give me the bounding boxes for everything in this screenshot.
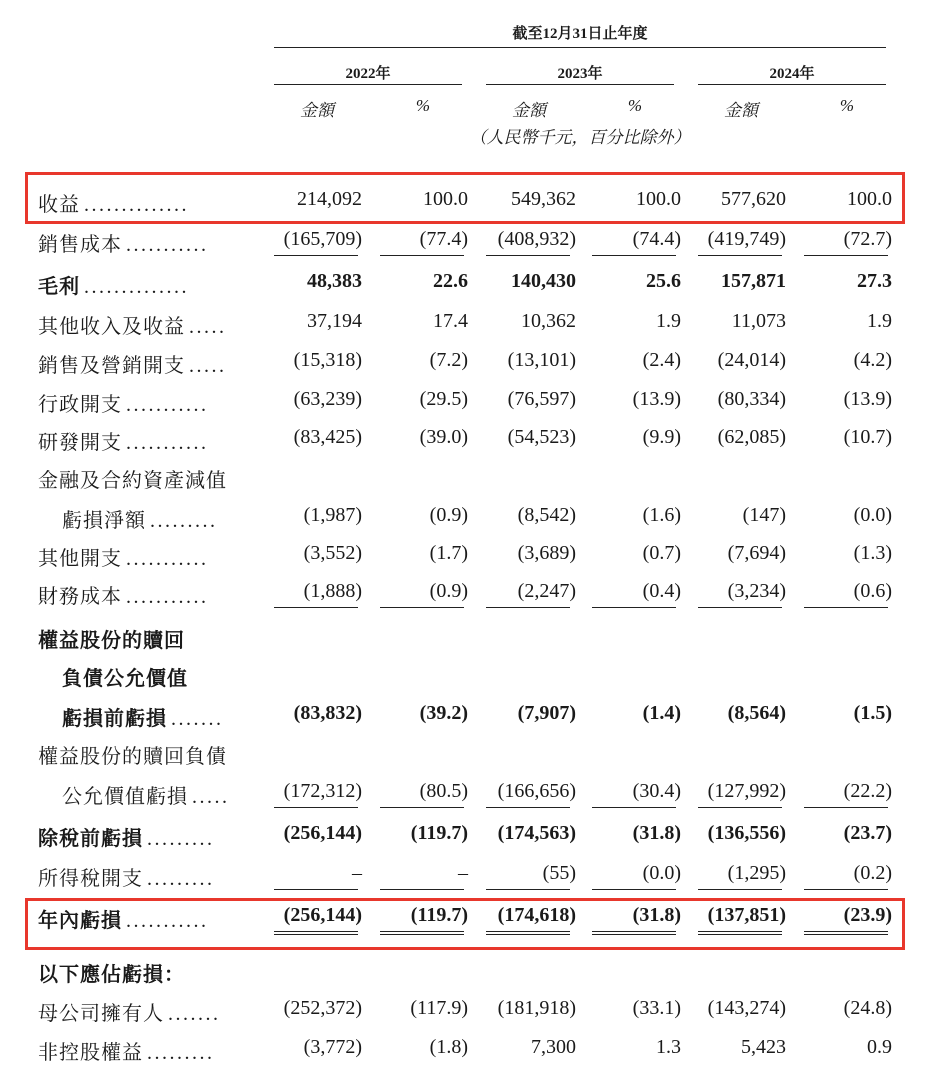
leader-dots: .............. [84, 194, 189, 216]
row-label [62, 662, 188, 691]
amount-cell: (13,101) [507, 349, 576, 371]
percent-cell: (80.5) [419, 780, 468, 802]
subtotal-underline [804, 255, 888, 256]
amount-cell: (181,918) [497, 997, 576, 1019]
row-label [38, 270, 189, 299]
amount-cell: (24,014) [717, 349, 786, 371]
amount-cell: (1,888) [303, 580, 362, 602]
row-label [38, 580, 209, 609]
amount-cell: 11,073 [731, 310, 786, 332]
amount-cell: 549,362 [511, 188, 576, 210]
percent-cell: (22.2) [843, 780, 892, 802]
amount-cell: (3,689) [517, 542, 576, 564]
amount-cell: – [352, 862, 362, 884]
percent-cell: 25.6 [646, 270, 681, 292]
amount-cell: (256,144) [283, 822, 362, 844]
amount-cell: (165,709) [283, 228, 362, 250]
row-label [38, 542, 209, 571]
amount-cell: 577,620 [721, 188, 786, 210]
percent-cell: (13.9) [632, 388, 681, 410]
amount-cell: (127,992) [707, 780, 786, 802]
row-label-text: 其他開支 [38, 548, 122, 570]
amount-cell: (3,234) [727, 580, 786, 602]
percent-cell: (77.4) [419, 228, 468, 250]
amount-cell: (137,851) [707, 904, 786, 926]
percent-cell: 100.0 [636, 188, 681, 210]
leader-dots: ........... [126, 586, 209, 608]
double-underline [380, 931, 464, 935]
percent-cell: (7.2) [429, 349, 468, 371]
percent-cell: (33.1) [632, 997, 681, 1019]
row-label-text: 母公司擁有人 [38, 1003, 164, 1025]
percent-cell: (0.9) [429, 504, 468, 526]
row-label-text: 金融及合約資產減值 [38, 470, 227, 492]
subtotal-underline [592, 255, 676, 256]
subtotal-underline [486, 607, 570, 608]
percent-cell: (117.9) [410, 997, 468, 1019]
percent-cell: 0.9 [867, 1036, 892, 1058]
header-top-rule [274, 47, 886, 48]
year-2022-rule [274, 84, 462, 85]
amount-cell: (62,085) [717, 426, 786, 448]
amount-cell: (7,694) [727, 542, 786, 564]
percent-cell: (1.4) [642, 702, 681, 724]
percent-cell: (74.4) [632, 228, 681, 250]
period-header: 截至12月31日止年度 [512, 26, 648, 42]
percent-cell: (39.2) [419, 702, 468, 724]
percent-cell: 1.3 [656, 1036, 681, 1058]
leader-dots: ......... [150, 510, 218, 532]
row-label [38, 349, 227, 378]
year-2023-rule [486, 84, 674, 85]
percent-cell: 1.9 [867, 310, 892, 332]
year-2023-header: 2023年 [557, 66, 603, 82]
row-label [62, 780, 230, 809]
unit-note: （人民幣千元，百分比除外） [469, 128, 691, 147]
amount-cell: (166,656) [497, 780, 576, 802]
leader-dots: ......... [147, 868, 215, 890]
subtotal-underline [804, 607, 888, 608]
row-label-text: 虧損淨額 [62, 510, 146, 532]
row-label [38, 310, 227, 339]
row-label [38, 464, 227, 493]
amount-cell: (55) [542, 862, 576, 884]
amount-cell: (1,295) [727, 862, 786, 884]
percent-cell: (0.0) [642, 862, 681, 884]
amount-cell: (3,552) [303, 542, 362, 564]
percent-cell: (4.2) [853, 349, 892, 371]
double-underline [486, 931, 570, 935]
row-label-text: 負債公允價值 [62, 668, 188, 690]
percent-header-2023: % [627, 96, 643, 115]
percent-cell: (1.3) [853, 542, 892, 564]
percent-cell: (31.8) [632, 822, 681, 844]
percent-cell: (31.8) [632, 904, 681, 926]
row-label [38, 1036, 215, 1065]
leader-dots: ........... [126, 432, 209, 454]
leader-dots: ......... [147, 1042, 215, 1064]
subtotal-underline [698, 889, 782, 890]
row-label-text: 權益股份的贖回負債 [38, 746, 227, 768]
subtotal-underline [804, 807, 888, 808]
percent-header-2024: % [839, 96, 855, 115]
amount-cell: (172,312) [283, 780, 362, 802]
percent-cell: (24.8) [843, 997, 892, 1019]
amount-cell: (3,772) [303, 1036, 362, 1058]
leader-dots: ........... [126, 910, 209, 932]
amount-cell: 5,423 [741, 1036, 786, 1058]
percent-cell: (0.4) [642, 580, 681, 602]
amount-cell: (147) [742, 504, 786, 526]
row-label [38, 426, 209, 455]
percent-cell: (0.9) [429, 580, 468, 602]
percent-cell: (0.0) [853, 504, 892, 526]
percent-cell: (23.9) [843, 904, 892, 926]
subtotal-underline [486, 807, 570, 808]
subtotal-underline [698, 807, 782, 808]
subtotal-underline [486, 889, 570, 890]
row-label [38, 904, 209, 933]
leader-dots: ........... [126, 394, 209, 416]
percent-cell: (1.5) [853, 702, 892, 724]
leader-dots: ..... [192, 786, 230, 808]
subtotal-underline [274, 255, 358, 256]
row-label-text: 所得稅開支 [38, 868, 143, 890]
subtotal-underline [380, 255, 464, 256]
row-label [38, 388, 209, 417]
subtotal-underline [274, 889, 358, 890]
percent-cell: (39.0) [419, 426, 468, 448]
percent-cell: 100.0 [847, 188, 892, 210]
amount-cell: (419,749) [707, 228, 786, 250]
leader-dots: ......... [147, 828, 215, 850]
double-underline [274, 931, 358, 935]
amount-cell: (2,247) [517, 580, 576, 602]
percent-cell: (9.9) [642, 426, 681, 448]
amount-cell: (256,144) [283, 904, 362, 926]
subtotal-underline [380, 807, 464, 808]
amount-cell: 10,362 [521, 310, 576, 332]
row-label-text: 銷售成本 [38, 234, 122, 256]
amount-cell: (408,932) [497, 228, 576, 250]
percent-cell: (2.4) [642, 349, 681, 371]
row-label-text: 權益股份的贖回 [38, 630, 185, 652]
row-label-text: 除稅前虧損 [38, 828, 143, 850]
row-label-text: 銷售及營銷開支 [38, 355, 185, 377]
row-label [38, 822, 215, 851]
amount-cell: 214,092 [297, 188, 362, 210]
percent-cell: (0.7) [642, 542, 681, 564]
percent-cell: – [458, 862, 468, 884]
percent-cell: (23.7) [843, 822, 892, 844]
row-label-text: 公允價值虧損 [62, 786, 188, 808]
amount-cell: (174,618) [497, 904, 576, 926]
amount-cell: (80,334) [717, 388, 786, 410]
row-label-text: 以下應佔虧損： [38, 964, 185, 986]
row-label-text: 行政開支 [38, 394, 122, 416]
percent-cell: (1.6) [642, 504, 681, 526]
percent-cell: (72.7) [843, 228, 892, 250]
row-label [38, 228, 209, 257]
subtotal-underline [592, 807, 676, 808]
amount-cell: (15,318) [293, 349, 362, 371]
row-label [38, 188, 189, 217]
subtotal-underline [698, 255, 782, 256]
amount-cell: (7,907) [517, 702, 576, 724]
row-label-text: 其他收入及收益 [38, 316, 185, 338]
percent-cell: 27.3 [857, 270, 892, 292]
percent-cell: 1.9 [656, 310, 681, 332]
percent-cell: 100.0 [423, 188, 468, 210]
percent-cell: (1.7) [429, 542, 468, 564]
amount-cell: (136,556) [707, 822, 786, 844]
percent-cell: (119.7) [410, 822, 468, 844]
amount-cell: (54,523) [507, 426, 576, 448]
row-label-text: 收益 [38, 194, 80, 216]
percent-header-2022: % [415, 96, 431, 115]
row-label-text: 虧損前虧損 [62, 708, 167, 730]
row-label [62, 504, 218, 533]
leader-dots: ....... [171, 708, 224, 730]
row-label [38, 862, 215, 891]
row-label-text: 財務成本 [38, 586, 122, 608]
percent-cell: 22.6 [433, 270, 468, 292]
leader-dots: .............. [84, 276, 189, 298]
amount-cell: (252,372) [283, 997, 362, 1019]
subtotal-underline [380, 889, 464, 890]
year-2024-rule [698, 84, 886, 85]
double-underline [698, 931, 782, 935]
row-label-text: 毛利 [38, 276, 80, 298]
double-underline [804, 931, 888, 935]
double-underline [592, 931, 676, 935]
amount-cell: (8,564) [727, 702, 786, 724]
percent-cell: (29.5) [419, 388, 468, 410]
subtotal-underline [804, 889, 888, 890]
year-2024-header: 2024年 [769, 66, 815, 82]
subtotal-underline [380, 607, 464, 608]
amount-cell: 48,383 [307, 270, 362, 292]
percent-cell: 17.4 [433, 310, 468, 332]
amount-cell: 157,871 [721, 270, 786, 292]
amount-header-2023: 金額 [512, 101, 546, 120]
leader-dots: ........... [126, 548, 209, 570]
subtotal-underline [592, 889, 676, 890]
percent-cell: (30.4) [632, 780, 681, 802]
percent-cell: (10.7) [843, 426, 892, 448]
amount-header-2022: 金額 [300, 101, 334, 120]
leader-dots: ..... [189, 316, 227, 338]
row-label [38, 740, 227, 769]
percent-cell: (13.9) [843, 388, 892, 410]
amount-cell: (63,239) [293, 388, 362, 410]
percent-cell: (119.7) [410, 904, 468, 926]
percent-cell: (0.2) [853, 862, 892, 884]
subtotal-underline [274, 607, 358, 608]
leader-dots: ..... [189, 355, 227, 377]
row-label-text: 年內虧損 [38, 910, 122, 932]
subtotal-underline [274, 807, 358, 808]
leader-dots: ........... [126, 234, 209, 256]
amount-cell: 37,194 [307, 310, 362, 332]
year-2022-header: 2022年 [345, 66, 391, 82]
leader-dots: ....... [168, 1003, 221, 1025]
amount-cell: (76,597) [507, 388, 576, 410]
amount-cell: (83,425) [293, 426, 362, 448]
amount-cell: 7,300 [531, 1036, 576, 1058]
amount-cell: (8,542) [517, 504, 576, 526]
percent-cell: (0.6) [853, 580, 892, 602]
row-label [62, 702, 224, 731]
row-label [38, 997, 221, 1026]
amount-cell: (143,274) [707, 997, 786, 1019]
percent-cell: (1.8) [429, 1036, 468, 1058]
amount-cell: (1,987) [303, 504, 362, 526]
amount-header-2024: 金額 [724, 101, 758, 120]
row-label-text: 非控股權益 [38, 1042, 143, 1064]
subtotal-underline [486, 255, 570, 256]
row-label-text: 研發開支 [38, 432, 122, 454]
subtotal-underline [592, 607, 676, 608]
row-label [38, 958, 185, 987]
row-label [38, 624, 185, 653]
subtotal-underline [698, 607, 782, 608]
amount-cell: 140,430 [511, 270, 576, 292]
amount-cell: (83,832) [293, 702, 362, 724]
amount-cell: (174,563) [497, 822, 576, 844]
